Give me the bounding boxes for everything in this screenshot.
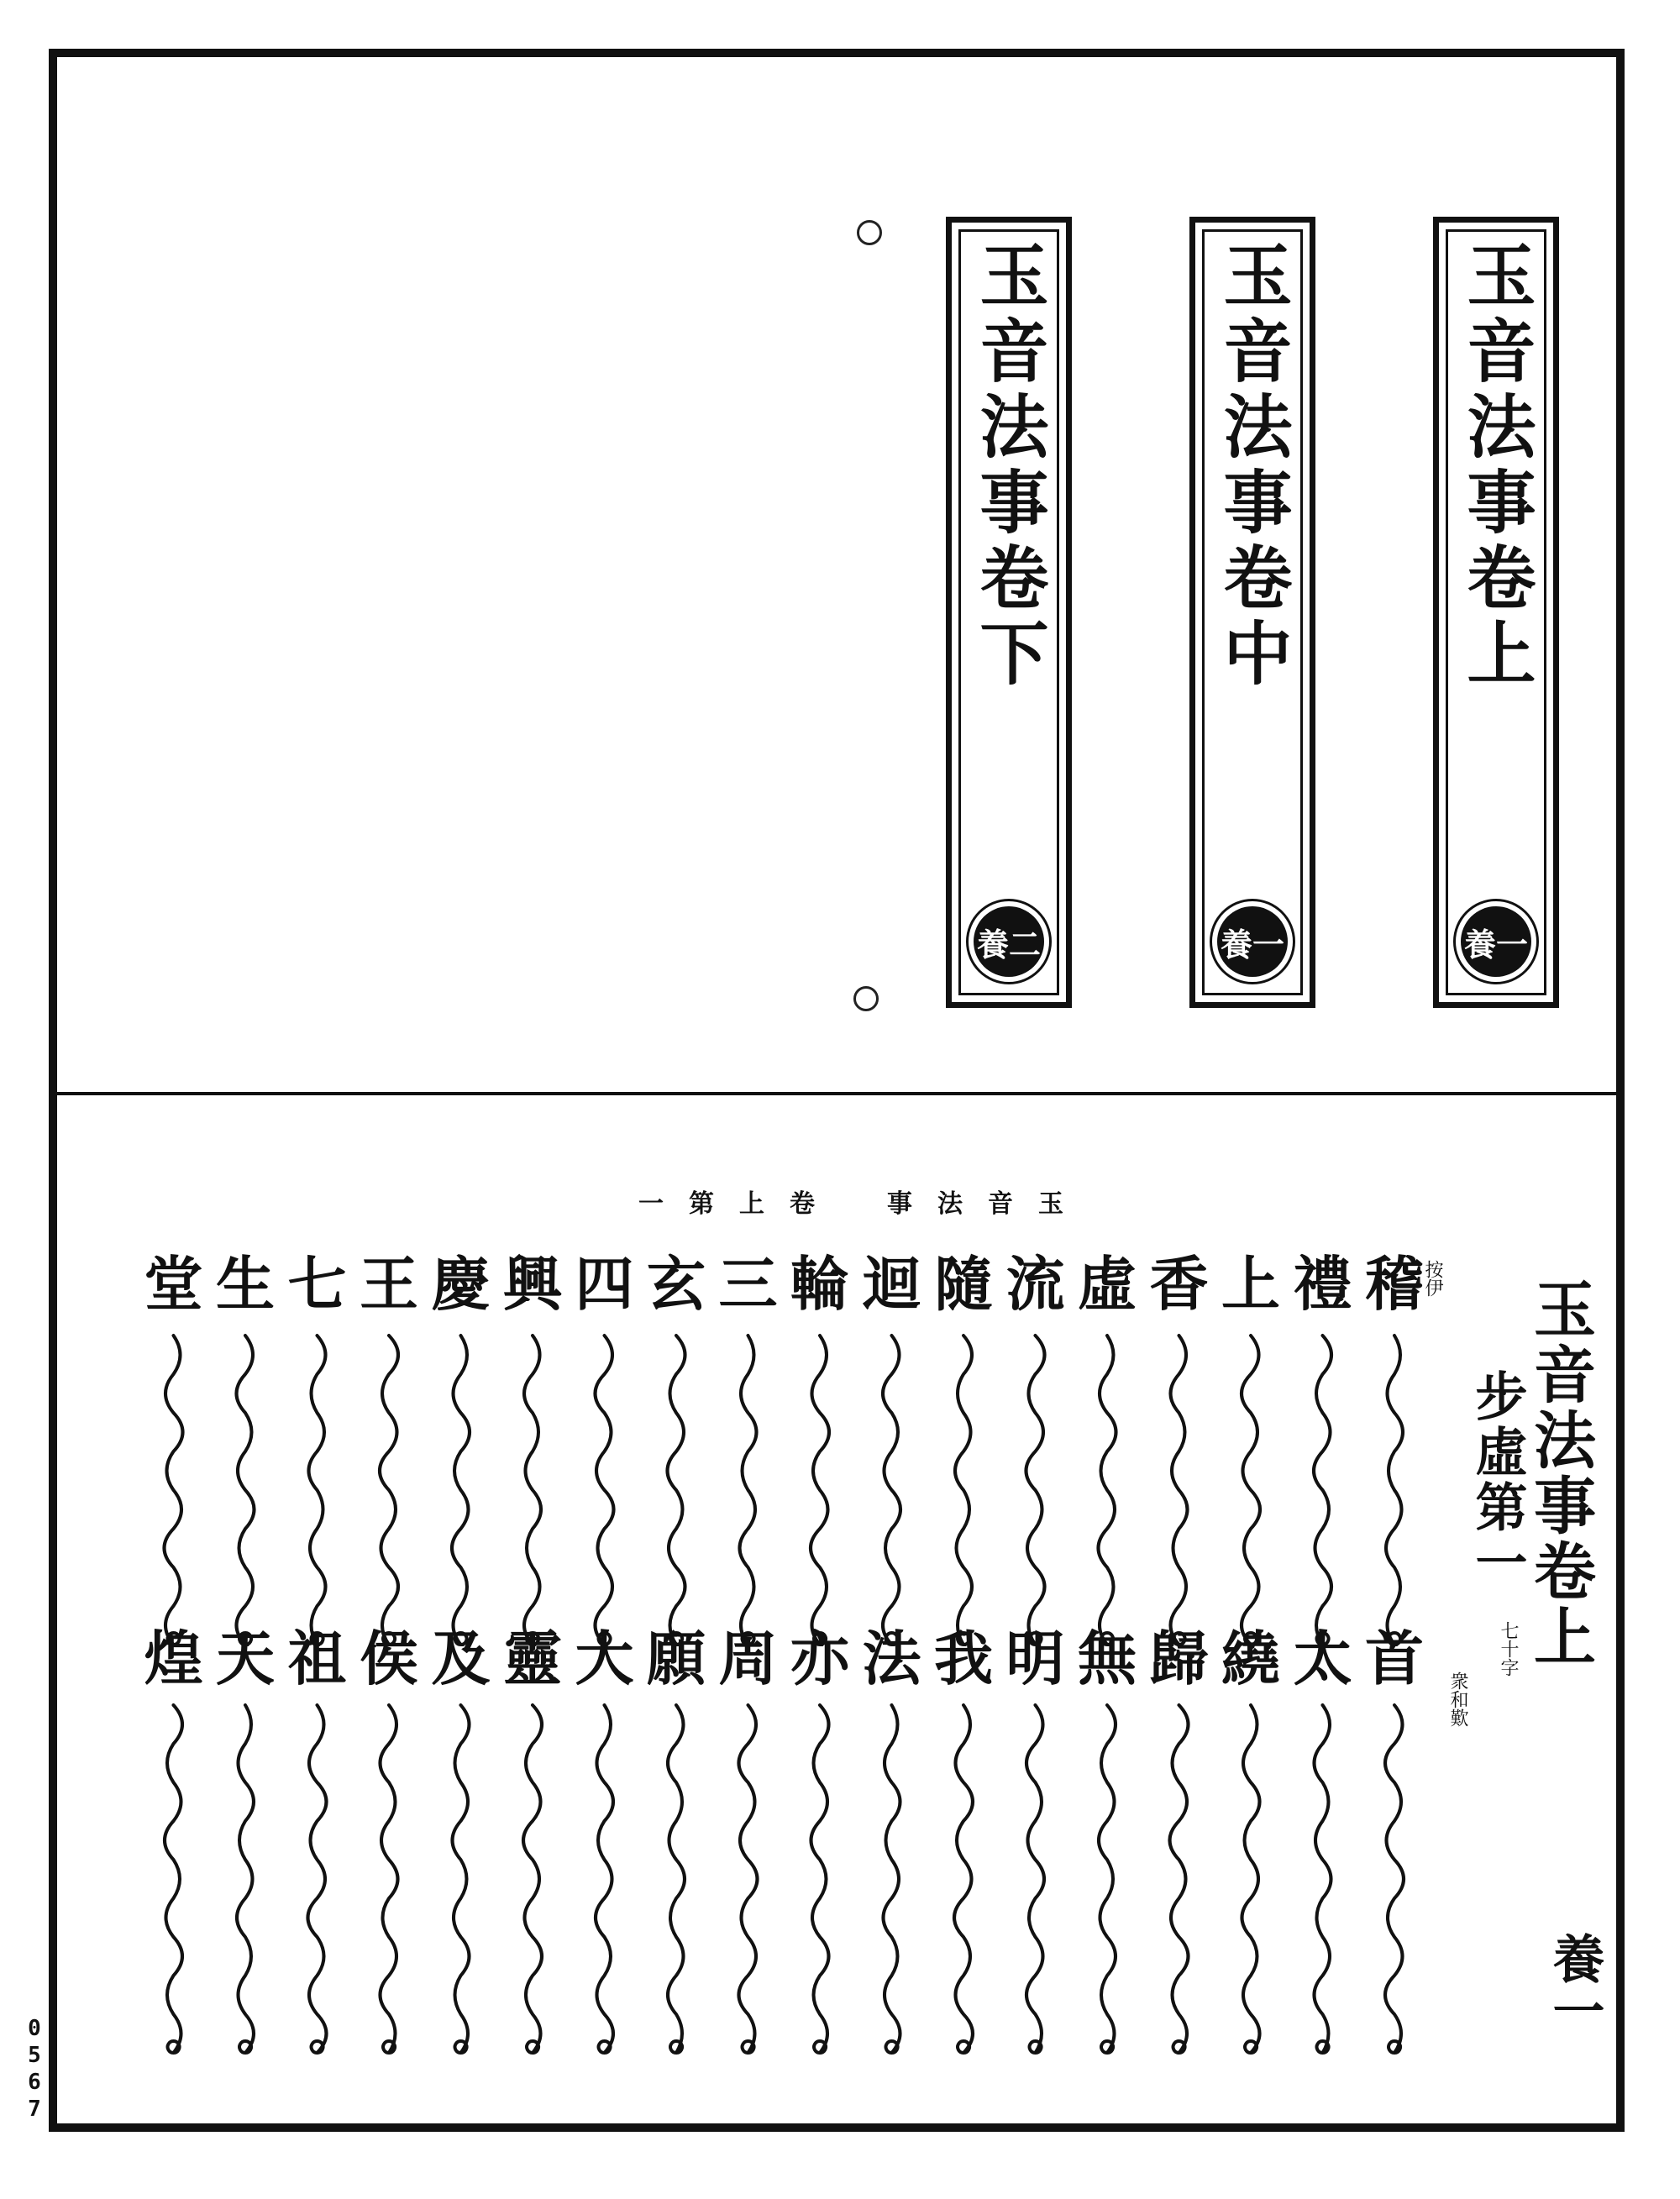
chant-character: 周 [718, 1624, 778, 1693]
chant-character: 我 [934, 1624, 993, 1693]
neume-stroke [308, 1705, 327, 2053]
neume-stroke [1170, 1705, 1189, 2053]
neume-stroke [668, 1705, 685, 2053]
running-head-char: 玉 [1038, 1189, 1075, 1219]
chant-character: 三 [718, 1249, 778, 1319]
neume-stroke [309, 1336, 326, 1645]
running-head-char: 一 [638, 1189, 675, 1219]
neume-stroke [1242, 1336, 1260, 1645]
chant-character: 明 [1005, 1624, 1065, 1693]
neume-stroke [954, 1705, 973, 2053]
chant-character: 玄 [647, 1249, 706, 1319]
neume-stroke [165, 1336, 183, 1645]
running-head-char: 卷 [790, 1189, 827, 1219]
punch-hole-top [857, 220, 882, 245]
chant-character: 稽 [1365, 1249, 1424, 1319]
chant-character: 四 [575, 1249, 634, 1319]
chant-character: 香 [1149, 1249, 1209, 1319]
neume-stroke [523, 1705, 542, 2053]
chant-character: 繞 [1221, 1624, 1280, 1693]
chant-character: 慶 [431, 1249, 491, 1319]
running-head-char: 上 [739, 1189, 776, 1219]
seal-stamp: 養一 [1217, 906, 1288, 977]
neume-stroke [955, 1336, 972, 1645]
chant-character: 願 [647, 1624, 706, 1693]
chant-character: 靈 [503, 1624, 562, 1693]
neume-stroke [1099, 1336, 1116, 1645]
chant-character: 輪 [790, 1249, 849, 1319]
neume-stroke [811, 1705, 829, 2053]
neume-stroke [668, 1336, 685, 1645]
chant-character: 興 [503, 1249, 562, 1319]
chant-character: 迴 [862, 1249, 921, 1319]
chant-character: 煌 [144, 1624, 203, 1693]
neume-stroke [1026, 1705, 1044, 2053]
neume-stroke [883, 1336, 900, 1645]
neume-stroke [1242, 1705, 1260, 2053]
neume-stroke [1315, 1705, 1331, 2053]
neume-strokes [165, 1336, 1404, 2053]
seal-stamp: 養二 [974, 906, 1044, 977]
neume-stroke [811, 1336, 829, 1645]
neume-stroke [524, 1336, 541, 1645]
neume-stroke [1099, 1705, 1116, 2053]
chant-character: 天 [216, 1624, 275, 1693]
cover-slip-upper-volume [1433, 217, 1559, 1008]
neume-stroke [1026, 1336, 1045, 1645]
small-note: 按伊 [1422, 1260, 1443, 1297]
neume-stroke [740, 1336, 757, 1645]
neume-stroke [1386, 1336, 1403, 1645]
chorus-note: 衆和歎 [1447, 1672, 1468, 1727]
neume-stroke [165, 1705, 182, 2053]
chapter-note: 七十字 [1498, 1621, 1519, 1677]
chapter-title: 步虛第一 [1467, 1369, 1528, 1591]
cover-slip-middle-volume [1189, 217, 1315, 1008]
running-head-char: 音 [988, 1189, 1025, 1219]
chant-character: 虛 [1078, 1249, 1137, 1319]
chant-character: 無 [1078, 1624, 1137, 1693]
neume-stroke [1314, 1336, 1331, 1645]
running-head-char: 第 [689, 1189, 726, 1219]
neume-stroke [453, 1705, 470, 2053]
slip-title: 玉音法事卷下 [969, 239, 1049, 693]
chant-character: 生 [216, 1249, 275, 1319]
chant-character: 侯 [360, 1624, 418, 1693]
slip-title: 玉音法事卷中 [1212, 239, 1293, 693]
neume-stroke [237, 1705, 254, 2053]
chant-character: 歸 [1149, 1624, 1209, 1693]
chant-character: 法 [862, 1624, 921, 1693]
chant-character: 隨 [934, 1249, 993, 1319]
chant-character: 首 [1365, 1624, 1424, 1693]
neume-stroke [739, 1705, 758, 2053]
chant-character: 亦 [790, 1624, 849, 1693]
page-number: 0567 [22, 2016, 47, 2123]
seal-stamp: 養一 [1461, 906, 1531, 977]
slip-title: 玉音法事卷上 [1456, 239, 1536, 693]
running-head-char: 事 [887, 1189, 924, 1219]
cover-slip-lower-volume [946, 217, 1072, 1008]
neume-stroke [452, 1336, 470, 1645]
chant-character: 流 [1005, 1249, 1065, 1319]
neume-stroke [1385, 1705, 1404, 2053]
chant-character: 及 [431, 1624, 491, 1693]
chant-character: 大 [575, 1624, 634, 1693]
chant-character: 禮 [1293, 1249, 1352, 1319]
chant-character: 太 [1293, 1624, 1352, 1693]
running-head-char: 法 [937, 1189, 974, 1219]
chant-character: 王 [360, 1249, 418, 1319]
chant-character: 堂 [144, 1249, 203, 1319]
chant-character: 七 [287, 1249, 347, 1319]
book-title: 玉音法事卷上 [1524, 1277, 1596, 1670]
neume-stroke [884, 1705, 900, 2053]
footer-mark: 養一 [1544, 1932, 1605, 2036]
neume-stroke [1171, 1336, 1188, 1645]
neume-notation [55, 1092, 1618, 2133]
punch-hole-bottom [853, 986, 879, 1011]
neume-stroke [380, 1336, 398, 1645]
chant-character: 上 [1221, 1249, 1280, 1319]
neume-stroke [596, 1336, 614, 1645]
neume-stroke [237, 1336, 255, 1645]
neume-stroke [596, 1705, 613, 2053]
neume-stroke [381, 1705, 398, 2053]
chant-character: 祖 [287, 1624, 347, 1693]
